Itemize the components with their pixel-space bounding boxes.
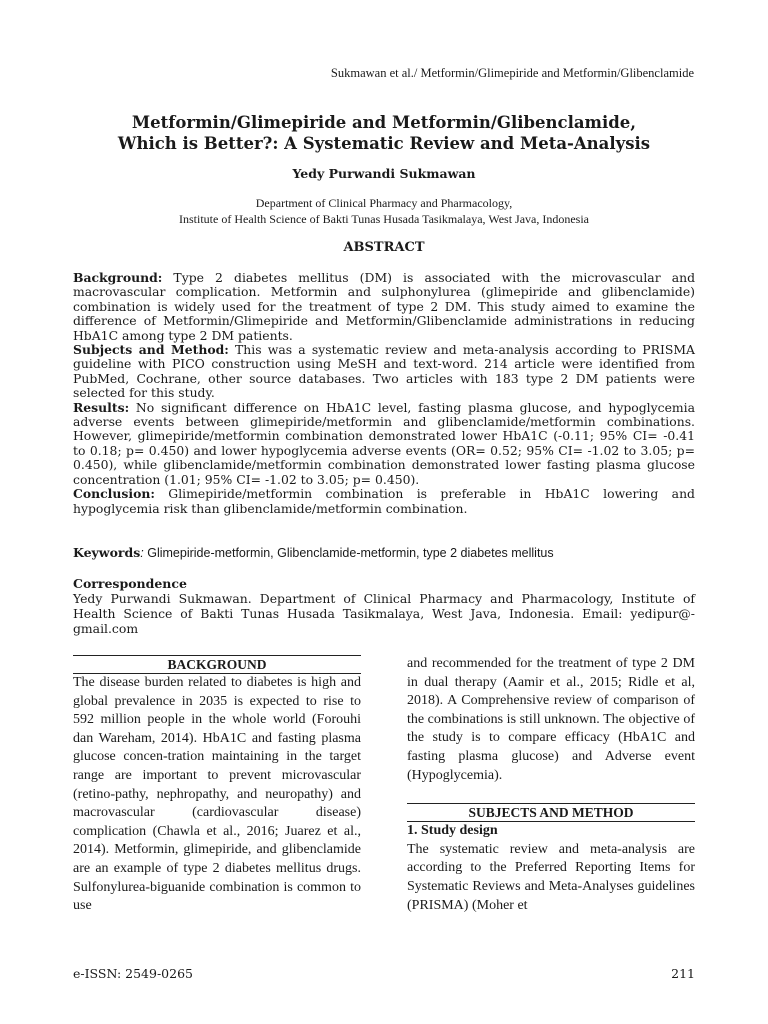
title-line-1: Metformin/Glimepiride and Metformin/Glibenclamide, [131, 113, 637, 132]
keywords [73, 545, 695, 560]
footer-issn: e-ISSN: 2549-0265 [73, 966, 193, 981]
background-continuation: and recommended for the treatment of type 2 DM in dual therapy (Aamir et al., 2015; Ridle et al, 2018). A Comprehensive review of comparison of the combinations is still unknown. The objective of the study is to compare efficacy (HbA1C and fasting plasma glucose) and Adverse event (Hypoglycemia). [407, 656, 695, 783]
abstract-results [73, 401, 695, 487]
abstract-subjects [73, 343, 695, 401]
affiliation-line-1: Department of Clinical Pharmacy and Pharmacology, [255, 196, 513, 210]
abstract-heading: ABSTRACT [343, 240, 425, 255]
background-section-text: The disease burden related to diabetes is high and global prevalence in 2035 is expected to rise to 592 million people in the whole world (Forouhi dan Wareham, 2014). HbA1C and fasting plasma glucose concen-tration maintaining in the target range are important to prevent microvascular (retino-pathy, nephropathy, and neuropathy) and macrovascular (cardiovascular disease) complication (Chawla et al., 2016; Juarez et al., 2014). Metformin, glimepiride, and glibenclamide are an example of type 2 diabetes mellitus drugs. Sulfonylurea-biguanide combination is common to use [73, 675, 361, 914]
abstract-background [73, 271, 695, 343]
affiliation [0, 195, 768, 227]
abstract-body [73, 271, 695, 516]
conclusion-label: Conclusion: [73, 486, 155, 502]
left-column [73, 655, 361, 916]
conclusion-text: Glimepiride/metformin combination is preferable in HbA1C lowering and hypoglycemia risk than glibenclamide/metformin combination. [73, 486, 695, 516]
subjects-label: Subjects and Method: [73, 342, 229, 358]
correspondence-text: Yedy Purwandi Sukmawan. Department of Clinical Pharmacy and Pharmacology, Institute of Health Science of Bakti Tunas Husada Tasikmalaya, West Java, Indonesia. Email: yedipur@-gmail.com [73, 591, 695, 636]
affiliation-line-2: Institute of Health Science of Bakti Tunas Husada Tasikmalaya, West Java, Indonesia [179, 212, 589, 226]
results-text: No significant difference on HbA1C level, fasting plasma glucose, and hypoglycemia adverse events between glimepiride/metformin and glibenclamide/metformin combinations. However, glimepiride/metformin combination demonstrated lower HbA1C (-0.11; 95% CI= -0.41 to 0.18; p= 0.450) and lower hypoglycemia adverse events (OR= 0.52; 95% CI= -1.02 to 3.05; p= 0.450), while glibenclamide/metformin combination demonstrated lower fasting plasma glucose concentration (1.01; 95% CI= -1.02 to 3.05; p= 0.450). [73, 399, 695, 487]
correspondence-heading: Correspondence [73, 576, 187, 591]
background-text: Type 2 diabetes mellitus (DM) is associated with the microvascular and macrovascular complication. Metformin and sulphonylurea (glimepiride and glibenclamide) combination is widely used for the treatment of type 2 DM. This study aimed to examine the difference of Metformin/Glimepiride and Metformin/Glibenclamide administrations in reducing HbA1C among type 2 DM patients. [73, 270, 695, 343]
results-label: Results: [73, 399, 130, 415]
keywords-label: Keywords [73, 545, 141, 560]
paper-title [60, 112, 708, 154]
study-design-subheading: 1. Study design [407, 823, 498, 839]
background-label: Background: [73, 270, 163, 285]
page-number: 211 [671, 966, 695, 981]
subjects-text: This was a systematic review and meta-analysis according to PRISMA guideline with PICO construction using MeSH and text-word. 214 article were identified from PubMed, Cochrane, other source databases. Two articles with 183 type 2 DM patients were selected for this study. [73, 342, 695, 401]
title-line-2: Which is Better?: A Systematic Review and Meta-Analysis [117, 134, 651, 153]
author-name: Yedy Purwandi Sukmawan [292, 166, 476, 181]
running-head: Sukmawan et al./ Metformin/Glimepiride and Metformin/Glibenclamide [330, 66, 694, 80]
study-design-text: The systematic review and meta-analysis are according to the Preferred Reporting Items for Systematic Reviews and Meta-Analyses guidelines (PRISMA) (Moher et [407, 841, 695, 913]
methods-section-heading: SUBJECTS AND METHOD [407, 803, 695, 822]
abstract-conclusion [73, 487, 695, 516]
right-column [407, 655, 695, 915]
background-section-heading: BACKGROUND [73, 655, 361, 674]
keywords-text: Glimepiride-metformin, Glibenclamide-metformin, type 2 diabetes mellitus [147, 546, 554, 560]
keywords-sep: : [140, 546, 148, 560]
